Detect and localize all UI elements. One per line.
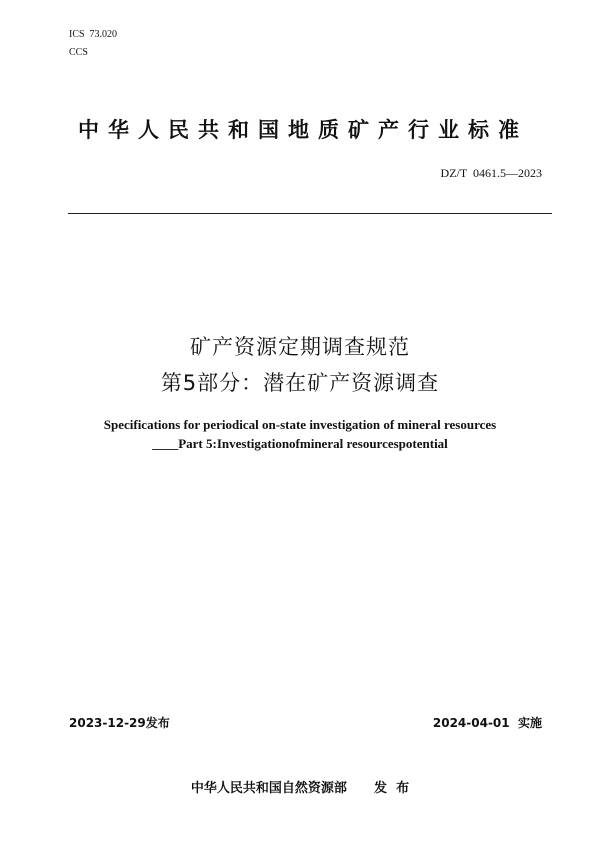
standard-code: DZ/T 0461.5—2023: [440, 166, 542, 180]
ics-number: ICS 73.020: [69, 29, 118, 40]
publisher: 中华人民共和国自然资源部 发 布: [190, 781, 410, 796]
english-title-line-2: ____Part 5:Investigationofmineral resourcespotential: [152, 436, 448, 451]
chinese-title-line-1: 矿产资源定期调查规范: [190, 335, 410, 359]
ccs-number: CCS: [69, 47, 88, 58]
header-divider: [68, 213, 552, 214]
english-title-line-1: Specifications for periodical on-state investigation of mineral resources: [103, 417, 497, 432]
implementation-date: 2024-04-01 实施: [432, 716, 542, 730]
issue-date: 2023-12-29发布: [69, 716, 170, 730]
standard-category-title: 中华人民共和国地质矿产行业标准: [78, 118, 528, 142]
chinese-title-line-2: 第5部分：潜在矿产资源调查: [160, 371, 440, 395]
